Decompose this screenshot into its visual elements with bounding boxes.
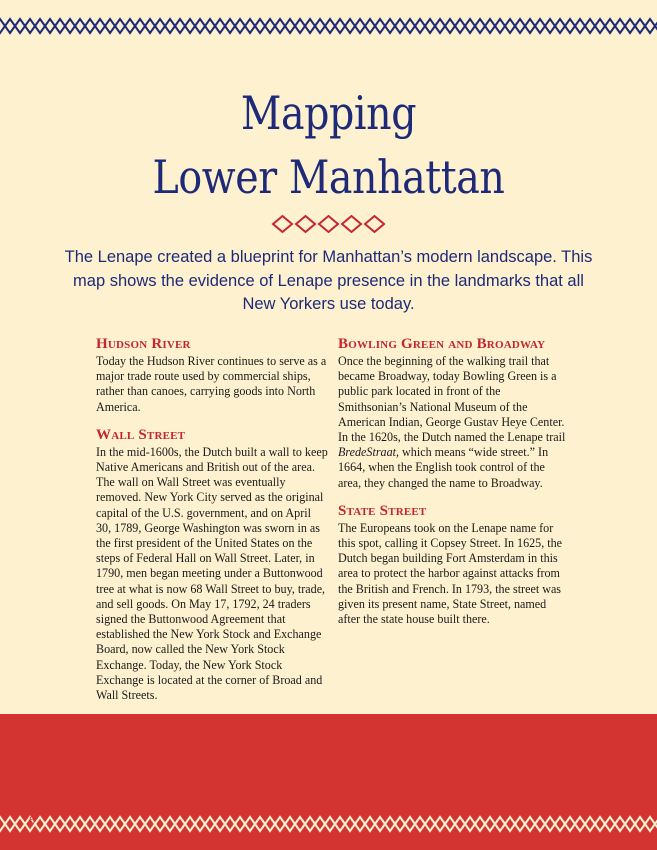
section-body: Today the Hudson River continues to serve as a major trade route used by commercial ships, rather than canoes, carrying goods into North America. bbox=[96, 354, 327, 414]
body-text-part: Once the beginning of the walking trail that became Broadway, today Bowling Green is a public park located in front of the Smithsonian’s National Museum of the American Indian, George Gustav Heye Center. In the 1620s, the Dutch named the Lenape trail bbox=[338, 354, 566, 445]
left-column bbox=[96, 334, 328, 713]
page-number: 8 bbox=[29, 813, 35, 827]
section-heading: Bowling Green and Broadway bbox=[338, 336, 546, 352]
top-diamond-border bbox=[0, 0, 657, 46]
section-heading: State Street bbox=[338, 502, 427, 519]
section-heading: Hudson River bbox=[96, 336, 191, 352]
section-heading: Wall Street bbox=[96, 426, 186, 443]
page-title-line-1: Mapping bbox=[240, 86, 417, 140]
hudson-river-section bbox=[96, 334, 328, 415]
state-street-section bbox=[338, 501, 570, 627]
body-text-part: which means “wide street.” In 1664, when the English took control of the area, they changed the name to Broadway. bbox=[338, 445, 549, 490]
italic-term: BredeStraat, bbox=[338, 445, 400, 460]
wall-street-section bbox=[96, 425, 328, 703]
bottom-diamond-border bbox=[0, 802, 657, 850]
section-body: In the mid-1600s, the Dutch built a wall to keep Native Americans and British out of the area. The wall on Wall Street was eventually removed. New York City served as the original capital of the U.S. government, and on April 30, 1789, George Washington was sworn in as the first president of the United States on the steps of Federal Hall on Wall Street. Later, in 1790, men began meeting under a Buttonwood tree at what is now 68 Wall Street to buy, trade, and sell goods. On May 17, 1792, 24 traders signed the Buttonwood Agreement that established the New York Stock and Exchange Board, now called the New York Stock Exchange. Today, the New York Stock Exchange is located at the corner of Broad and Wall Streets. bbox=[96, 444, 328, 703]
section-body: The Europeans took on the Lenape name for this spot, calling it Copsey Street. In 1625, the Dutch began building Fort Amsterdam in this area to protect the harbor against attacks from the British and French. In 1793, the street was given its present name, State Street, named after the state house built there. bbox=[338, 520, 563, 627]
right-column bbox=[338, 334, 570, 637]
section-body bbox=[338, 354, 570, 491]
bowling-green-section bbox=[338, 334, 570, 491]
page-title-line-2: Lower Manhattan bbox=[152, 150, 505, 204]
intro-paragraph: The Lenape created a blueprint for Manhattan’s modern landscape. This map shows the evidence of Lenape presence in the landmarks that all New Yorkers use today. bbox=[64, 248, 593, 313]
diamond-ornament-icon bbox=[271, 214, 386, 234]
